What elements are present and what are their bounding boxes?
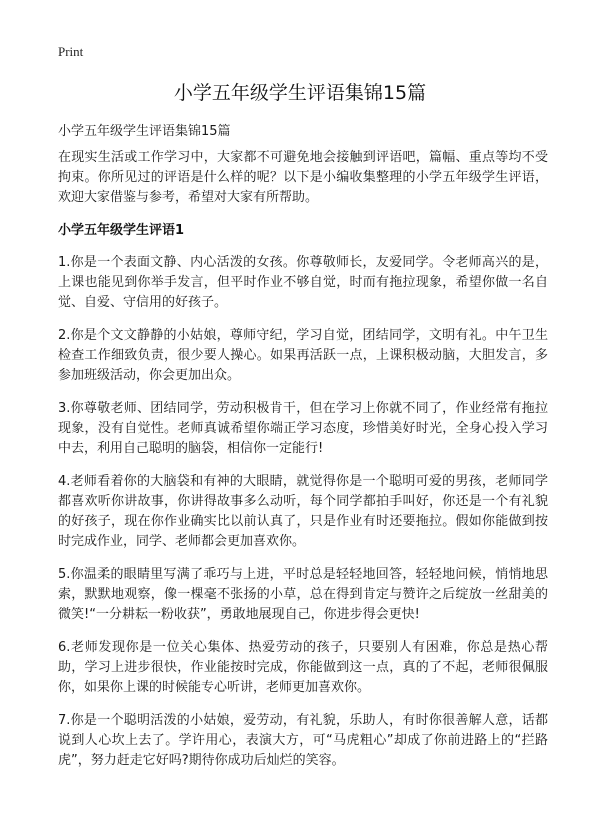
section-heading: 小学五年级学生评语1 (58, 223, 185, 238)
print-link[interactable]: Print (58, 44, 84, 59)
intro-paragraph: 在现实生活或工作学习中，大家都不可避免地会接触到评语吧，篇幅、重点等均不受拘束。你所见过的评语是什么样的呢？以下是小编收集整理的小学五年级学生评语，欢迎大家借鉴与参考，希望对大家有所帮助。 (58, 150, 548, 205)
comment-item-1: 1.你是一个表面文静、内心活泼的女孩。你尊敬师长，友爱同学。令老师高兴的是，上课也能见到你举手发言，但平时作业不够自觉，时而有拖拉现象，希望你做一名自觉、自爱、守信用的好孩子。 (58, 255, 548, 310)
document-subtitle: 小学五年级学生评语集锦15篇 (58, 124, 231, 139)
comment-item-4: 4.老师看着你的大脑袋和有神的大眼睛，就觉得你是一个聪明可爱的男孩，老师同学都喜欢听你讲故事，你讲得故事多么动听，每个同学都拍手叫好，你还是一个有礼貌的好孩子，现在你作业确实比以前认真了，只是作业有时还要拖拉。假如你能做到按时完成作业，同学、老师都会更加喜欢你。 (58, 474, 548, 549)
comment-item-3: 3.你尊敬老师、团结同学，劳动积极肯干，但在学习上你就不同了，作业经常有拖拉现象，没有自觉性。老师真诚希望你端正学习态度，珍惜美好时光，全身心投入学习中去，利用自己聪明的脑袋，相信你一定能行! (58, 401, 548, 456)
comment-item-7: 7.你是一个聪明活泼的小姑娘，爱劳动，有礼貌，乐助人，有时你很善解人意，话都说到人心坎上去了。学许用心，表演大方，可“马虎粗心”却成了你前进路上的“拦路虎”，努力赶走它好吗?期待你成功后灿烂的笑容。 (58, 713, 548, 768)
comment-item-6: 6.老师发现你是一位关心集体、热爱劳动的孩子，只要别人有困难，你总是热心帮助，学习上进步很快，作业能按时完成，你能做到这一点，真的了不起，老师很佩服你，如果你上课的时候能专心听讲，老师更加喜欢你。 (58, 640, 548, 695)
comment-item-2: 2.你是个文文静静的小姑娘，尊师守纪，学习自觉，团结同学，文明有礼。中午卫生检查工作细致负责，很少要人操心。如果再活跃一点，上课积极动脑，大胆发言，多参加班级活动，你会更加出众。 (58, 328, 548, 383)
document-title: 小学五年级学生评语集锦15篇 (173, 82, 427, 104)
document-content (58, 148, 548, 784)
comment-item-5: 5.你温柔的眼睛里写满了乖巧与上进，平时总是轻轻地回答，轻轻地问候，悄悄地思索，默默地观察，像一棵毫不张扬的小草，总在得到肯定与赞许之后绽放一丝甜美的微笑!“一分耕耘一粉收获”，勇敢地展现自己，你进步得会更快! (58, 567, 548, 622)
